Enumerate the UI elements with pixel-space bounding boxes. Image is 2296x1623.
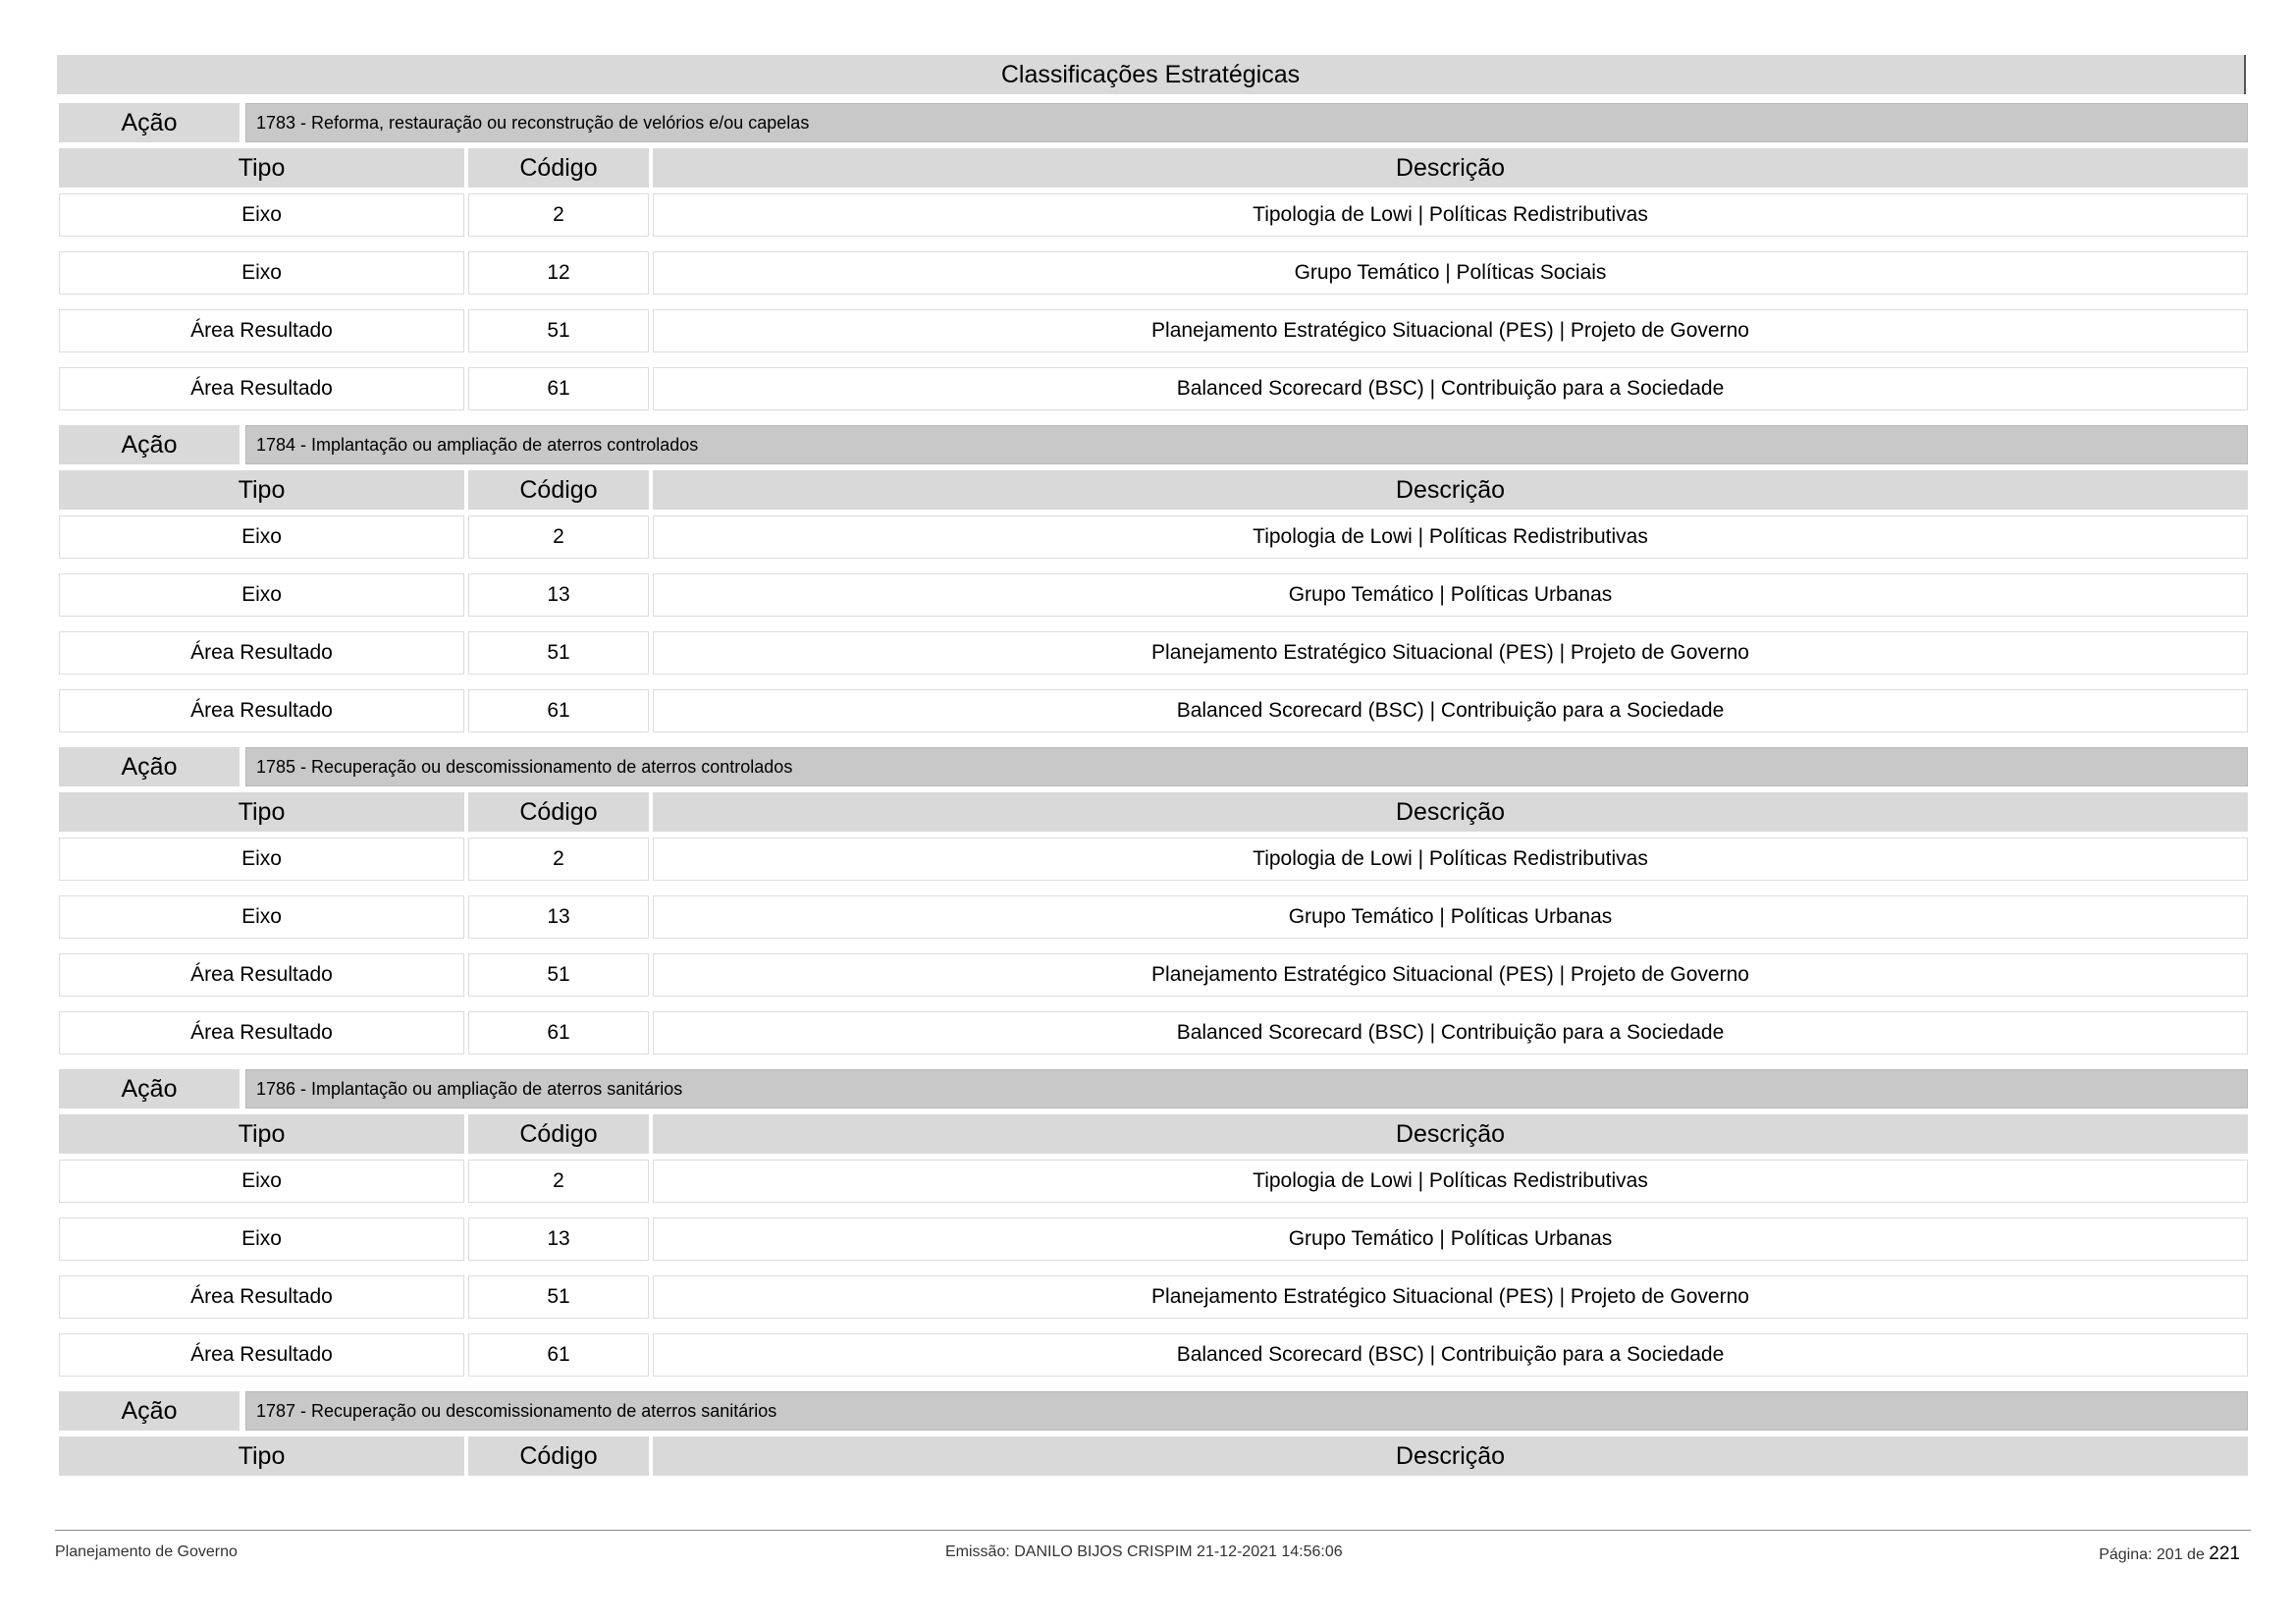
cell-codigo: 51	[468, 953, 649, 997]
table-row	[59, 895, 2248, 941]
cell-tipo: Eixo	[59, 251, 464, 295]
header-tipo: Tipo	[59, 470, 464, 510]
header-tipo: Tipo	[59, 792, 464, 832]
cell-descricao: Tipologia de Lowi | Políticas Redistributivas	[653, 193, 2248, 237]
acao-label: Ação	[59, 1069, 240, 1109]
footer-emission-info: Emissão: DANILO BIJOS CRISPIM 21-12-2021 14:56:06	[945, 1543, 1343, 1560]
header-descricao: Descrição	[653, 1114, 2248, 1154]
table-row	[59, 367, 2248, 412]
cell-codigo: 13	[468, 895, 649, 939]
cell-descricao: Grupo Temático | Políticas Urbanas	[653, 1217, 2248, 1261]
acao-section	[59, 103, 2248, 412]
cell-tipo: Área Resultado	[59, 309, 464, 352]
cell-descricao: Balanced Scorecard (BSC) | Contribuição para a Sociedade	[653, 367, 2248, 410]
acao-label: Ação	[59, 425, 240, 464]
cell-codigo: 2	[468, 838, 649, 881]
header-descricao: Descrição	[653, 148, 2248, 188]
cell-descricao: Planejamento Estratégico Situacional (PES) | Projeto de Governo	[653, 953, 2248, 997]
cell-codigo: 61	[468, 689, 649, 732]
cell-tipo: Eixo	[59, 1217, 464, 1261]
table-row	[59, 1160, 2248, 1205]
cell-descricao: Balanced Scorecard (BSC) | Contribuição para a Sociedade	[653, 1333, 2248, 1377]
footer-page-number	[2099, 1543, 2240, 1565]
cell-tipo: Eixo	[59, 895, 464, 939]
acao-section	[59, 1069, 2248, 1379]
cell-codigo: 51	[468, 309, 649, 352]
cell-codigo: 13	[468, 573, 649, 617]
cell-descricao: Planejamento Estratégico Situacional (PES) | Projeto de Governo	[653, 309, 2248, 352]
table-header	[59, 1436, 2248, 1478]
cell-codigo: 12	[468, 251, 649, 295]
acao-title: 1786 - Implantação ou ampliação de aterros sanitários	[245, 1069, 2248, 1109]
header-descricao: Descrição	[653, 792, 2248, 832]
cell-tipo: Eixo	[59, 838, 464, 881]
table-row	[59, 193, 2248, 239]
cell-descricao: Planejamento Estratégico Situacional (PES) | Projeto de Governo	[653, 631, 2248, 675]
cell-codigo: 51	[468, 1275, 649, 1319]
header-codigo: Código	[468, 470, 649, 510]
cell-tipo: Área Resultado	[59, 1333, 464, 1377]
table-row	[59, 689, 2248, 734]
acao-title: 1785 - Recuperação ou descomissionamento de aterros controlados	[245, 747, 2248, 786]
cell-descricao: Balanced Scorecard (BSC) | Contribuição para a Sociedade	[653, 689, 2248, 732]
cell-tipo: Área Resultado	[59, 631, 464, 675]
acao-section	[59, 425, 2248, 734]
table-header	[59, 148, 2248, 189]
footer-divider	[55, 1530, 2251, 1531]
table-header	[59, 470, 2248, 512]
footer-system-name: Planejamento de Governo	[55, 1543, 238, 1560]
cell-descricao: Grupo Temático | Políticas Urbanas	[653, 895, 2248, 939]
page-prefix: Página: 201 de	[2099, 1546, 2205, 1563]
acao-title: 1787 - Recuperação ou descomissionamento de aterros sanitários	[245, 1391, 2248, 1431]
cell-codigo: 2	[468, 193, 649, 237]
header-descricao: Descrição	[653, 1436, 2248, 1476]
table-header	[59, 792, 2248, 834]
table-row	[59, 1011, 2248, 1056]
page-total: 221	[2209, 1543, 2240, 1564]
cell-tipo: Área Resultado	[59, 367, 464, 410]
acao-label: Ação	[59, 1391, 240, 1431]
cell-descricao: Grupo Temático | Políticas Sociais	[653, 251, 2248, 295]
acao-label: Ação	[59, 747, 240, 786]
cell-codigo: 61	[468, 1333, 649, 1377]
table-row	[59, 1275, 2248, 1321]
cell-codigo: 51	[468, 631, 649, 675]
header-tipo: Tipo	[59, 148, 464, 188]
acao-row	[59, 103, 2248, 144]
cell-tipo: Eixo	[59, 1160, 464, 1203]
header-tipo: Tipo	[59, 1114, 464, 1154]
table-row	[59, 838, 2248, 883]
acao-row	[59, 425, 2248, 466]
cell-codigo: 61	[468, 1011, 649, 1055]
table-row	[59, 251, 2248, 297]
table-row	[59, 1217, 2248, 1263]
table-row	[59, 631, 2248, 676]
page-title: Classificações Estratégicas	[57, 55, 2246, 94]
table-row	[59, 953, 2248, 999]
acao-row	[59, 747, 2248, 788]
cell-descricao: Balanced Scorecard (BSC) | Contribuição para a Sociedade	[653, 1011, 2248, 1055]
acao-title: 1784 - Implantação ou ampliação de aterros controlados	[245, 425, 2248, 464]
cell-tipo: Eixo	[59, 515, 464, 559]
cell-descricao: Tipologia de Lowi | Políticas Redistributivas	[653, 515, 2248, 559]
cell-tipo: Eixo	[59, 193, 464, 237]
cell-codigo: 61	[468, 367, 649, 410]
cell-codigo: 2	[468, 515, 649, 559]
header-descricao: Descrição	[653, 470, 2248, 510]
header-tipo: Tipo	[59, 1436, 464, 1476]
acao-row	[59, 1391, 2248, 1433]
acao-section	[59, 1391, 2248, 1478]
header-codigo: Código	[468, 148, 649, 188]
acao-row	[59, 1069, 2248, 1110]
cell-tipo: Área Resultado	[59, 1011, 464, 1055]
table-row	[59, 1333, 2248, 1379]
cell-tipo: Área Resultado	[59, 1275, 464, 1319]
cell-descricao: Grupo Temático | Políticas Urbanas	[653, 573, 2248, 617]
header-codigo: Código	[468, 1436, 649, 1476]
header-codigo: Código	[468, 792, 649, 832]
header-codigo: Código	[468, 1114, 649, 1154]
table-row	[59, 573, 2248, 619]
cell-descricao: Tipologia de Lowi | Políticas Redistributivas	[653, 838, 2248, 881]
acao-title: 1783 - Reforma, restauração ou reconstrução de velórios e/ou capelas	[245, 103, 2248, 142]
table-row	[59, 515, 2248, 561]
cell-descricao: Tipologia de Lowi | Políticas Redistributivas	[653, 1160, 2248, 1203]
cell-codigo: 13	[468, 1217, 649, 1261]
cell-tipo: Área Resultado	[59, 689, 464, 732]
cell-descricao: Planejamento Estratégico Situacional (PES) | Projeto de Governo	[653, 1275, 2248, 1319]
classification-sections	[59, 103, 2248, 1482]
acao-label: Ação	[59, 103, 240, 142]
acao-section	[59, 747, 2248, 1056]
cell-tipo: Eixo	[59, 573, 464, 617]
table-row	[59, 309, 2248, 354]
table-header	[59, 1114, 2248, 1156]
cell-tipo: Área Resultado	[59, 953, 464, 997]
cell-codigo: 2	[468, 1160, 649, 1203]
